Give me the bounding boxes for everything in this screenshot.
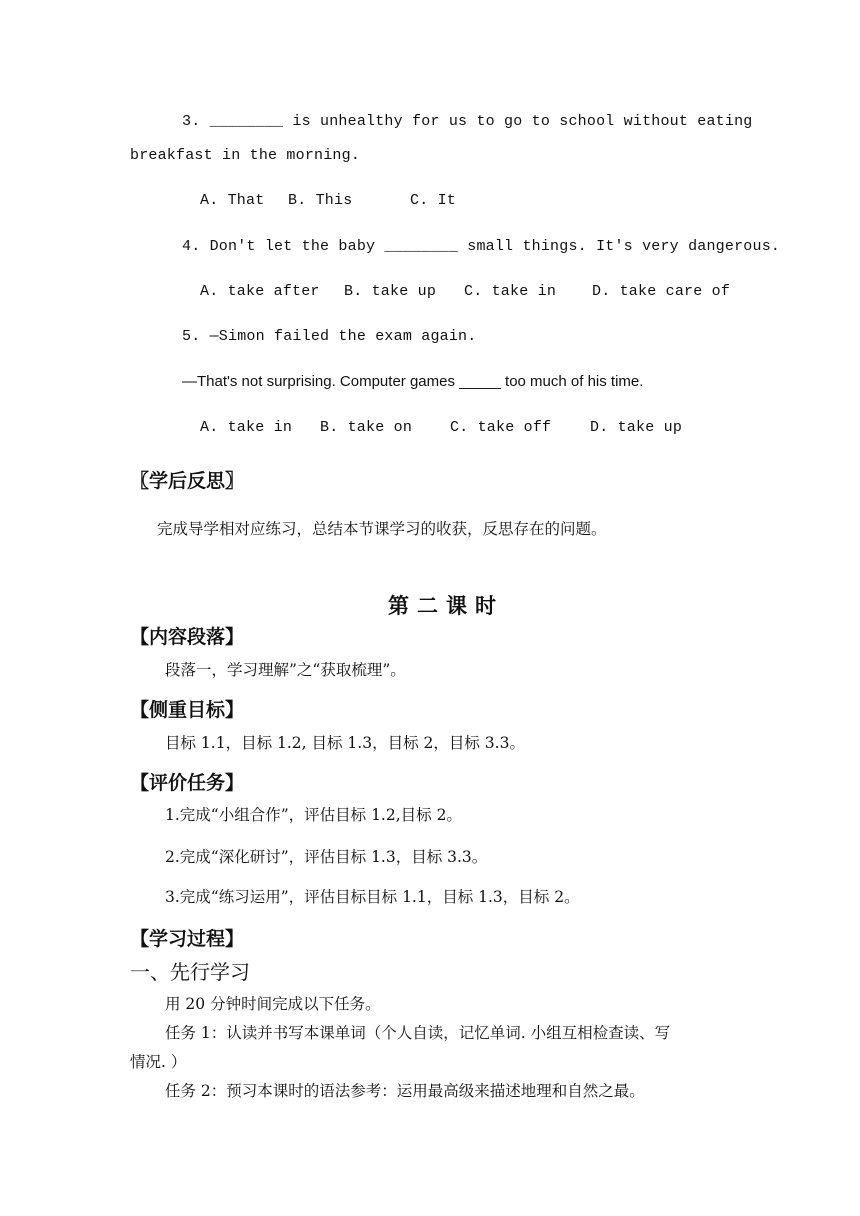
tasks-heading: 【评价任务】 (130, 772, 245, 794)
goals-heading: 【侧重目标】 (130, 699, 245, 721)
task-item-3: 3.完成“练习运用”，评估目标目标 1.1，目标 1.3，目标 2。 (165, 888, 580, 906)
process-subheading: 一、先行学习 (130, 960, 250, 984)
task-item-2: 2.完成“深化研讨”，评估目标 1.3，目标 3.3。 (165, 848, 488, 866)
option-c: C. It (410, 192, 457, 209)
task-2: 任务 2：预习本课时的语法参考：运用最高级来描述地理和自然之最。 (165, 1082, 645, 1100)
question-5-line-2: —That's not surprising. Computer games _____ too much of his time. (182, 373, 644, 390)
content-heading: 【内容段落】 (130, 626, 245, 648)
option-b: B. This (288, 192, 353, 209)
option-c: C. take off (450, 419, 552, 436)
question-3-line-1: 3. ________ is unhealthy for us to go to school without eating (182, 113, 753, 130)
question-5-line-1: 5. —Simon failed the exam again. (182, 328, 477, 345)
option-b: B. take up (344, 283, 437, 300)
question-4-line-1: 4. Don't let the baby ________ small things. It's very dangerous. (182, 238, 781, 255)
option-a: A. take after (200, 283, 320, 300)
process-intro: 用 20 分钟时间完成以下任务。 (165, 995, 381, 1013)
goals-text: 目标 1.1，目标 1.2, 目标 1.3，目标 2，目标 3.3。 (165, 734, 525, 752)
option-d: D. take care of (592, 283, 731, 300)
option-c: C. take in (464, 283, 557, 300)
task-1-line-1: 任务 1：认读并书写本课单词（个人自读，记忆单词. 小组互相检查读、写 (165, 1024, 671, 1042)
reflection-heading: 〖学后反思〗 (130, 470, 245, 492)
lesson-title: 第二课时 (388, 594, 504, 618)
option-b: B. take on (320, 419, 413, 436)
option-d: D. take up (590, 419, 683, 436)
option-a: A. That (200, 192, 265, 209)
content-text: 段落一，学习理解”之“获取梳理”。 (165, 661, 406, 679)
process-heading: 【学习过程】 (130, 928, 245, 950)
question-3-line-2: breakfast in the morning. (130, 147, 361, 164)
question-4-options (200, 283, 730, 300)
task-item-1: 1.完成“小组合作”，评估目标 1.2,目标 2。 (165, 806, 462, 824)
reflection-text: 完成导学相对应练习，总结本节课学习的收获，反思存在的问题。 (157, 520, 607, 538)
option-a: A. take in (200, 419, 293, 436)
question-3-options (200, 192, 456, 209)
question-5-options (200, 419, 682, 436)
task-1-line-2: 情况. ） (130, 1053, 187, 1071)
